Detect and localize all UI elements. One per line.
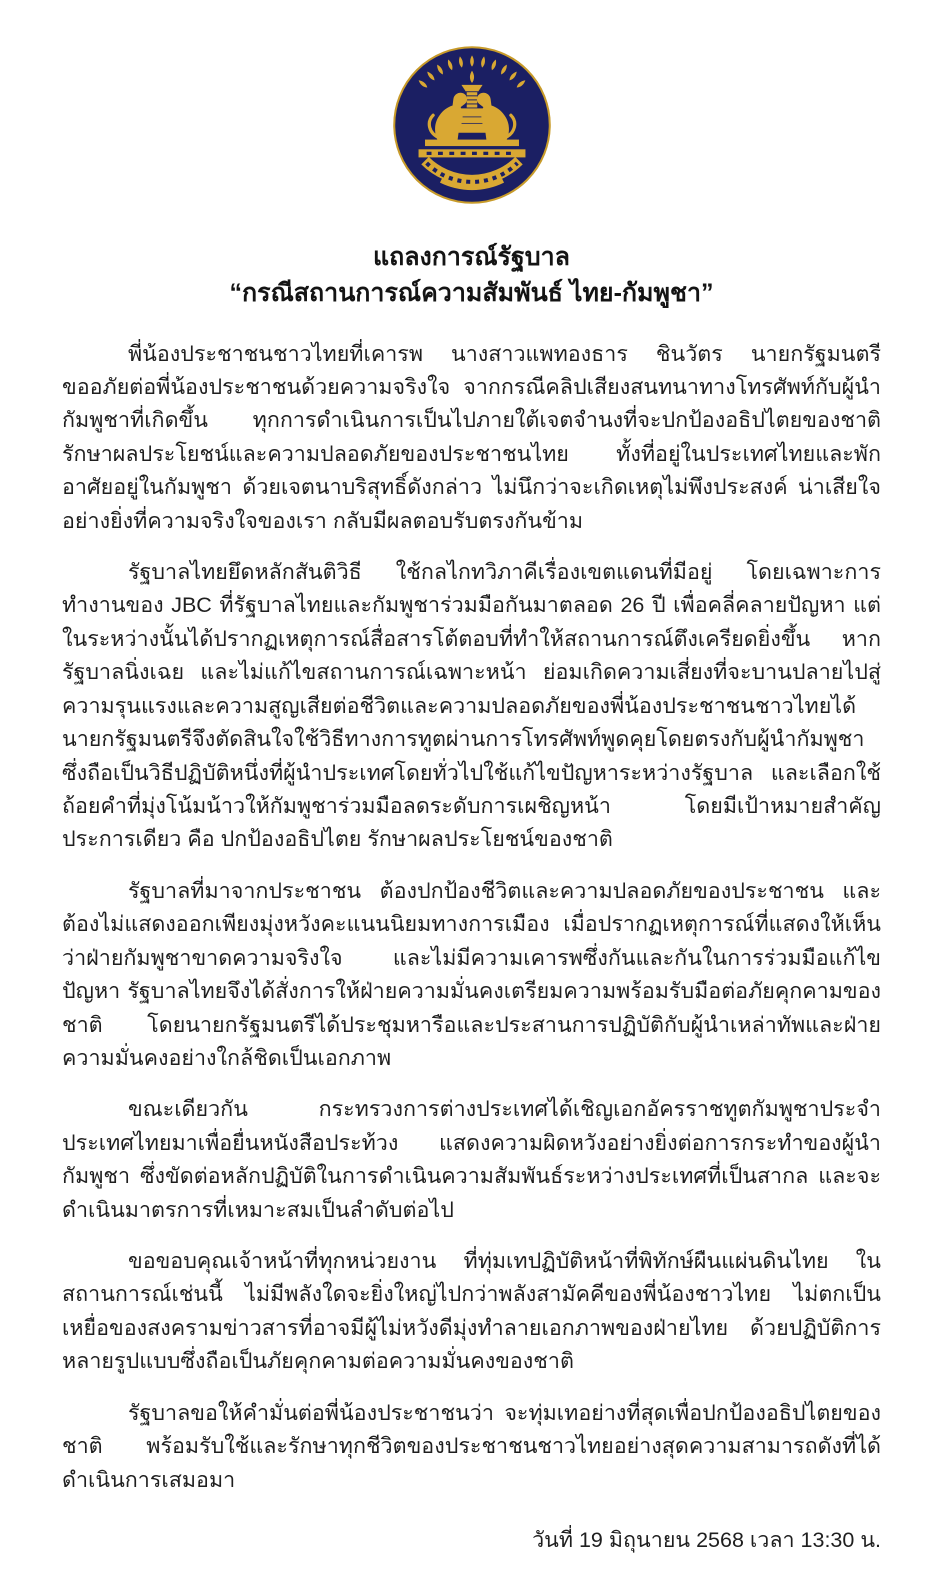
- page-subtitle: “กรณีสถานการณ์ความสัมพันธ์ ไทย-กัมพูชา”: [229, 279, 714, 308]
- thai-government-seal-icon: [391, 44, 553, 206]
- statement-paragraph-4: ขณะเดียวกัน กระทรวงการต่างประเทศได้เชิญเอกอัครราชทูตกัมพูชาประจำประเทศไทยมาเพื่อยื่นหนังสือประท้วง แสดงความผิดหวังอย่างยิ่งต่อการกระทำของผู้นำกัมพูชา ซึ่งขัดต่อหลักปฏิบัติในการดำเนินความสัมพันธ์ระหว่างประเทศที่เป็นสากล และจะดำเนินมาตรการที่เหมาะสมเป็นลำดับต่อไป: [62, 1097, 881, 1222]
- statement-body: [62, 338, 881, 1498]
- statement-paragraph-3: รัฐบาลที่มาจากประชาชน ต้องปกป้องชีวิตและความปลอดภัยของประชาชน และต้องไม่แสดงออกเพียงมุ่งหวังคะแนนนิยมทางการเมือง เมื่อปรากฏเหตุการณ์ที่แสดงให้เห็นว่าฝ่ายกัมพูชาขาดความจริงใจ และไม่มีความเคารพซึ่งกันและกันในการร่วมมือแก้ไขปัญหา รัฐบาลไทยจึงได้สั่งการให้ฝ่ายความมั่นคงเตรียมความพร้อมรับมือต่อภัยคุกคามของชาติ โดยนายกรัฐมนตรีได้ประชุมหารือและประสานการปฏิบัติกับผู้นำเหล่าทัพและฝ่ายความมั่นคงอย่างใกล้ชิดเป็นเอกภาพ: [62, 878, 881, 1070]
- statement-paragraph-6: รัฐบาลขอให้คำมั่นต่อพี่น้องประชาชนว่า จะทุ่มเทอย่างที่สุดเพื่อปกป้องอธิปไตยของชาติ พร้อมรับใช้และรักษาทุกชีวิตของประชาชนชาวไทยอย่างสุดความสามารถดังที่ได้ดำเนินการเสมอมา: [62, 1400, 881, 1492]
- statement-datetime: วันที่ 19 มิถุนายน 2568 เวลา 13:30 น.: [532, 1528, 881, 1552]
- emblem-container: [62, 44, 881, 211]
- statement-paragraph-5: ขอขอบคุณเจ้าหน้าที่ทุกหน่วยงาน ที่ทุ่มเทปฏิบัติหน้าที่พิทักษ์ผืนแผ่นดินไทย ในสถานการณ์เช่นนี้ ไม่มีพลังใดจะยิ่งใหญ่ไปกว่าพลังสามัคคีของพี่น้องชาวไทย ไม่ตกเป็นเหยื่อของสงครามข่าวสารที่อาจมีผู้ไม่หวังดีมุ่งทำลายเอกภาพของฝ่ายไทย ด้วยปฏิบัติการหลายรูปแบบซึ่งถือเป็นภัยคุกคามต่อความมั่นคงของชาติ: [62, 1249, 881, 1374]
- statement-paragraph-2: รัฐบาลไทยยึดหลักสันติวิธี ใช้กลไกทวิภาคีเรื่องเขตแดนที่มีอยู่ โดยเฉพาะการทำงานของ JBC ที่รัฐบาลไทยและกัมพูชาร่วมมือกันมาตลอด 26 ปี เพื่อคลี่คลายปัญหา แต่ในระหว่างนั้นได้ปรากฏเหตุการณ์สื่อสารโต้ตอบที่ทำให้สถานการณ์ตึงเครียดยิ่งขึ้น หากรัฐบาลนิ่งเฉย และไม่แก้ไขสถานการณ์เฉพาะหน้า ย่อมเกิดความเสี่ยงที่จะบานปลายไปสู่ความรุนแรงและความสูญเสียต่อชีวิตและความปลอดภัยของพี่น้องประชาชนชาวไทยได้ นายกรัฐมนตรีจึงตัดสินใจใช้วิธีทางการทูตผ่านการโทรศัพท์พูดคุยโดยตรงกับผู้นำกัมพูชา ซึ่งถือเป็นวิธีปฏิบัติหนึ่งที่ผู้นำประเทศโดยทั่วไปใช้แก้ไขปัญหาระหว่างรัฐบาล และเลือกใช้ถ้อยคำที่มุ่งโน้มน้าวให้กัมพูชาร่วมมือลดระดับการเผชิญหน้า โดยมีเป้าหมายสำคัญประการเดียว คือ ปกป้องอธิปไตย รักษาผลประโยชน์ของชาติ: [62, 560, 881, 852]
- page-title: แถลงการณ์รัฐบาล: [372, 243, 571, 271]
- statement-paragraph-1: พี่น้องประชาชนชาวไทยที่เคารพ นางสาวแพทองธาร ชินวัตร นายกรัฐมนตรี ขออภัยต่อพี่น้องประชาชนด้วยความจริงใจ จากกรณีคลิปเสียงสนทนาทางโทรศัพท์กับผู้นำกัมพูชาที่เกิดขึ้น ทุกการดำเนินการเป็นไปภายใต้เจตจำนงที่จะปกป้องอธิปไตยของชาติ รักษาผลประโยชน์และความปลอดภัยของประชาชนไทย ทั้งที่อยู่ในประเทศไทยและพักอาศัยอยู่ในกัมพูชา ด้วยเจตนาบริสุทธิ์ดังกล่าว ไม่นึกว่าจะเกิดเหตุไม่พึงประสงค์ น่าเสียใจอย่างยิ่งที่ความจริงใจของเรา กลับมีผลตอบรับตรงกันข้าม: [62, 341, 881, 533]
